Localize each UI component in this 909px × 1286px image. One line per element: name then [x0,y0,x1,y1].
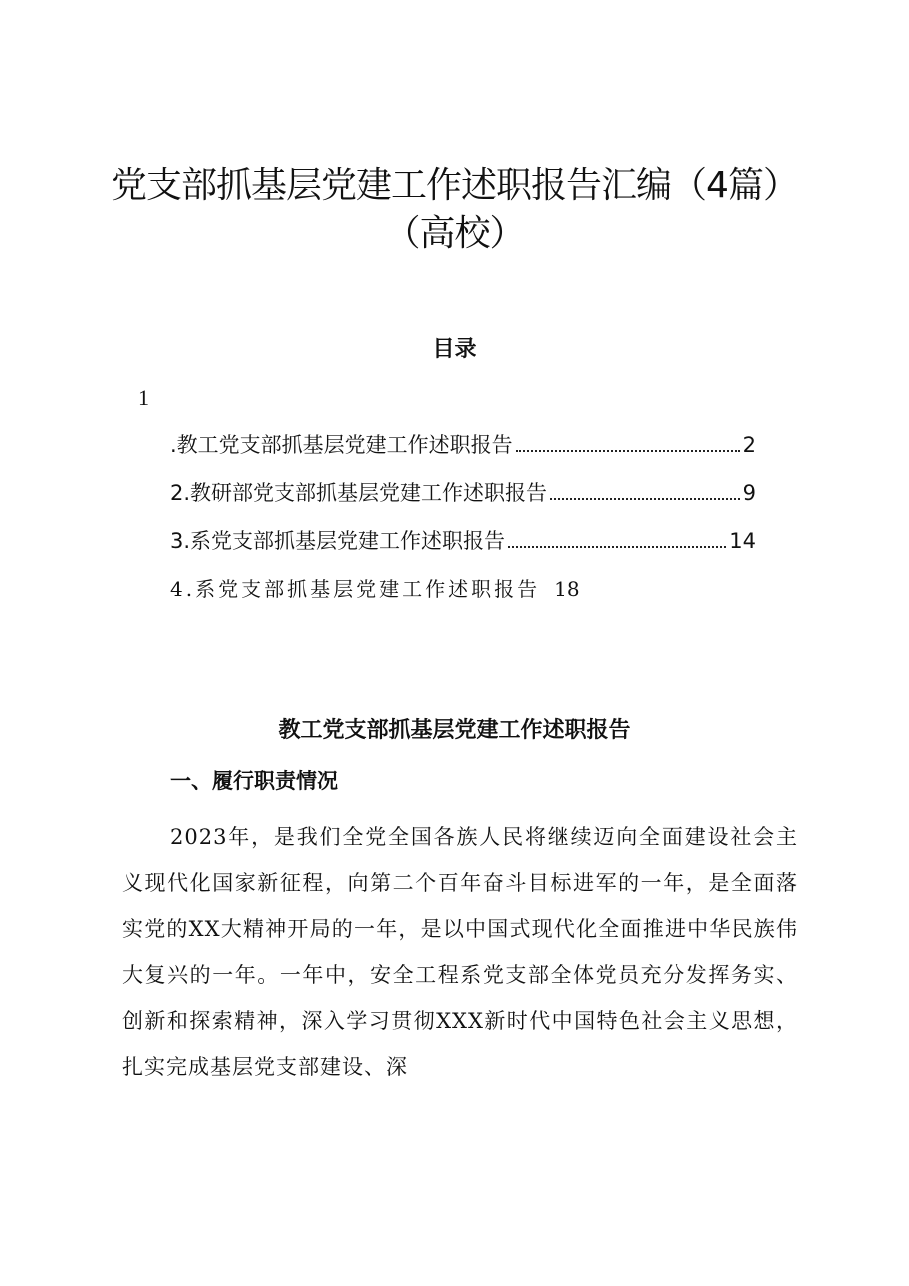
toc-heading: 目录 [432,336,477,362]
toc-entry[interactable] [170,430,756,460]
toc-entry[interactable] [170,574,580,604]
toc-entry[interactable] [170,478,756,508]
toc-leader-dots [516,450,740,452]
toc-stray-number: 1 [138,385,149,410]
body-paragraph: 2023年，是我们全党全国各族人民将继续迈向全面建设社会主义现代化国家新征程，向第二个百年奋斗目标进军的一年，是全面落实党的XX大精神开局的一年，是以中国式现代化全面推进中华民族伟大复兴的一年。一年中，安全工程系党支部全体党员充分发挥务实、创新和探索精神，深入学习贯彻XXX新时代中国特色社会主义思想，扎实完成基层党支部建设、深 [122,825,798,1079]
toc-entry-title: 4.系党支部抓基层党建工作述职报告 [170,577,541,601]
section-subheading: 一、履行职责情况 [170,769,338,793]
toc-entry-title: 2.教研部党支部抓基层党建工作述职报告 [170,481,548,505]
toc-entry-title: 3.系党支部抓基层党建工作述职报告 [170,529,506,553]
toc-entry-title: .教工党支部抓基层党建工作述职报告 [170,433,513,457]
toc-leader-dots [508,546,726,548]
document-title-line1: 党支部抓基层党建工作述职报告汇编（4篇） [111,165,798,206]
toc-entry-page: 18 [554,577,580,601]
toc-entry-page: 2 [742,433,756,457]
toc-entry-page: 14 [729,529,756,553]
toc-entry[interactable] [170,526,756,556]
section-title: 教工党支部抓基层党建工作述职报告 [278,717,631,743]
toc-entry-page: 9 [742,481,756,505]
toc-leader-dots [550,498,740,500]
document-title-line2: （高校） [384,213,525,254]
